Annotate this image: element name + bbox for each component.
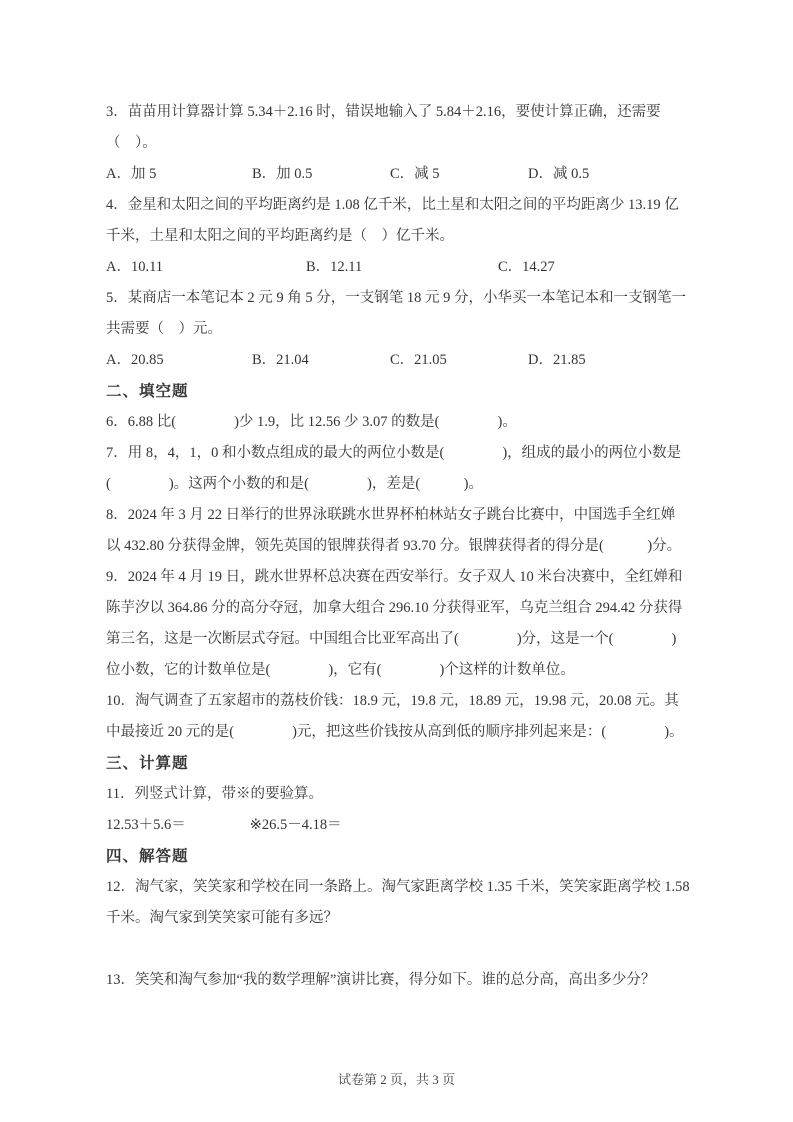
- exam-content: [106, 97, 691, 996]
- option-3-a: A．加 5: [106, 166, 157, 182]
- question-4-line-2: 千米，土星和太阳之间的平均距离约是（ ）亿千米。: [106, 228, 454, 244]
- question-9-line-1: 9．2024 年 4 月 19 日，跳水世界杯总决赛在西安举行。女子双人 10 米台决赛中，全红婵和: [106, 569, 683, 585]
- question-10-line-2: 中最接近 20 元的是( )元，把这些价钱按从高到低的顺序排列起来是：( )。: [106, 724, 684, 740]
- expression-2: ※26.5－4.18＝: [249, 817, 342, 833]
- question-11-instruction: 11．列竖式计算，带※的要验算。: [106, 786, 323, 802]
- option-3-c: C．减 5: [390, 166, 440, 182]
- question-13: 13．笑笑和淘气参加“我的数学理解”演讲比赛，得分如下。谁的总分高，高出多少分？: [106, 972, 656, 988]
- section-heading-calculation: 三、计算题: [106, 755, 189, 772]
- question-4-line-1: 4．金星和太阳之间的平均距离约是 1.08 亿千米，比土星和太阳之间的平均距离少 13.19 亿: [106, 197, 679, 213]
- page-footer: 试卷第 2 页，共 3 页: [337, 1072, 455, 1087]
- option-5-a: A．20.85: [106, 352, 164, 368]
- question-5-line-2: 共需要（ ）元。: [106, 321, 222, 337]
- question-9-line-4: 位小数，它的计数单位是( )，它有( )个这样的计数单位。: [106, 662, 575, 678]
- question-5-line-1: 5．某商店一本笔记本 2 元 9 角 5 分，一支钢笔 18 元 9 分，小华买一本笔记本和一支钢笔一: [106, 290, 686, 306]
- question-7-line-1: 7．用 8，4，1，0 和小数点组成的最大的两位小数是( )，组成的最小的两位小数是: [106, 445, 682, 461]
- section-heading-fill-blank: 二、填空题: [106, 383, 189, 400]
- question-3-line-2: （ ）。: [106, 135, 157, 151]
- option-4-c: C．14.27: [498, 259, 555, 275]
- question-10-line-1: 10．淘气调查了五家超市的荔枝价钱：18.9 元，19.8 元，18.89 元，19.98 元，20.08 元。其: [106, 693, 679, 709]
- option-5-c: C．21.05: [390, 352, 447, 368]
- expression-1: 12.53＋5.6＝: [106, 817, 186, 833]
- question-8-line-1: 8．2024 年 3 月 22 日举行的世界泳联跳水世界杯柏林站女子跳台比赛中，中国选手全红婵: [106, 507, 676, 523]
- option-3-d: D．减 0.5: [528, 166, 590, 182]
- question-7-line-2: ( )。这两个小数的和是( )，差是( )。: [106, 476, 483, 492]
- question-11-expressions: [106, 810, 691, 841]
- question-6: 6．6.88 比( )少 1.9，比 12.56 少 3.07 的数是( )。: [106, 414, 517, 430]
- option-3-b: B．加 0.5: [252, 166, 313, 182]
- question-3-options: [106, 159, 691, 190]
- question-8-line-2: 以 432.80 分获得金牌，领先英国的银牌获得者 93.70 分。银牌获得者的得分是( )分。: [106, 538, 682, 554]
- section-heading-word-problems: 四、解答题: [106, 848, 189, 865]
- answer-space: [106, 934, 691, 965]
- option-4-a: A．10.11: [106, 259, 164, 275]
- question-9-line-2: 陈芋汐以 364.86 分的高分夺冠，加拿大组合 296.10 分获得亚军，乌克兰组合 294.42 分获得: [106, 600, 683, 616]
- question-12-line-1: 12．淘气家，笑笑家和学校在同一条路上。淘气家距离学校 1.35 千米，笑笑家距离学校 1.58: [106, 879, 690, 895]
- question-5-options: [106, 345, 691, 376]
- question-4-options: [106, 252, 691, 283]
- question-3-line-1: 3．苗苗用计算器计算 5.34＋2.16 时，错误地输入了 5.84＋2.16，要使计算正确，还需要: [106, 104, 661, 120]
- question-9-line-3: 第三名，这是一次断层式夺冠。中国组合比亚军高出了( )分，这是一个( ): [106, 631, 677, 647]
- option-5-b: B．21.04: [252, 352, 309, 368]
- question-12-line-2: 千米。淘气家到笑笑家可能有多远？: [106, 910, 338, 926]
- option-4-b: B．12.11: [306, 259, 363, 275]
- option-5-d: D．21.85: [528, 352, 586, 368]
